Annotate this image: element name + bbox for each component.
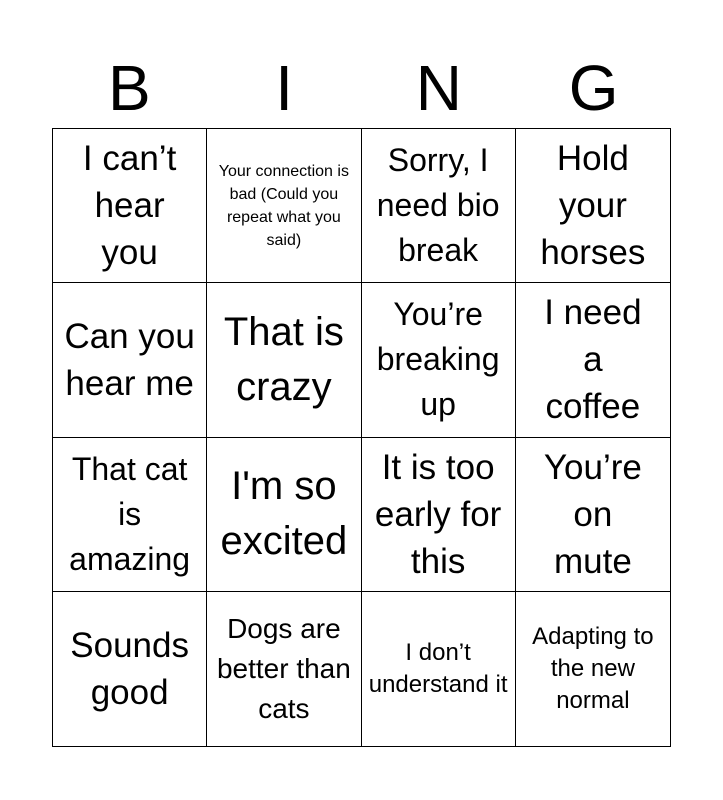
bingo-cell[interactable] bbox=[207, 438, 361, 592]
bingo-cell[interactable] bbox=[362, 129, 516, 283]
cell-text: Dogs are better than cats bbox=[216, 612, 351, 724]
cell-text: I can’t hear you bbox=[82, 139, 177, 273]
cell-text: Your connection is bad (Could you repeat what you said) bbox=[218, 162, 349, 249]
bingo-cell[interactable] bbox=[362, 283, 516, 437]
cell-text: I don’t understand it bbox=[368, 638, 508, 698]
header-letter-g: G bbox=[568, 52, 619, 124]
cell-text: You’re breaking up bbox=[376, 296, 500, 423]
cell-text: That cat is amazing bbox=[69, 450, 191, 577]
cell-text: Can you hear me bbox=[64, 316, 195, 403]
cell-text: Sounds good bbox=[70, 625, 189, 712]
cell-text: Adapting to the new normal bbox=[532, 622, 654, 714]
bingo-cell[interactable] bbox=[516, 283, 670, 437]
bingo-cell[interactable] bbox=[207, 283, 361, 437]
header-letter-i: I bbox=[275, 52, 294, 124]
bingo-cell[interactable] bbox=[516, 438, 670, 592]
header-letter-n: N bbox=[415, 52, 462, 124]
bingo-cell[interactable] bbox=[207, 592, 361, 746]
cell-text: Sorry, I need bio break bbox=[376, 142, 500, 269]
bingo-header bbox=[52, 48, 671, 128]
bingo-board bbox=[52, 128, 671, 747]
header-letter-b: B bbox=[108, 52, 151, 124]
bingo-cell[interactable] bbox=[207, 129, 361, 283]
cell-text: It is too early for this bbox=[374, 447, 502, 581]
bingo-cell[interactable] bbox=[516, 129, 670, 283]
bingo-cell[interactable] bbox=[362, 592, 516, 746]
bingo-cell[interactable] bbox=[53, 438, 207, 592]
cell-text: You’re on mute bbox=[543, 447, 642, 581]
bingo-cell[interactable] bbox=[53, 129, 207, 283]
bingo-cell[interactable] bbox=[53, 592, 207, 746]
cell-text: That is crazy bbox=[223, 309, 344, 409]
bingo-cell[interactable] bbox=[53, 283, 207, 437]
cell-text: I'm so excited bbox=[220, 464, 348, 564]
bingo-cell[interactable] bbox=[362, 438, 516, 592]
cell-text: Hold your horses bbox=[540, 139, 646, 273]
cell-text: I need a coffee bbox=[544, 293, 642, 427]
bingo-cell[interactable] bbox=[516, 592, 670, 746]
